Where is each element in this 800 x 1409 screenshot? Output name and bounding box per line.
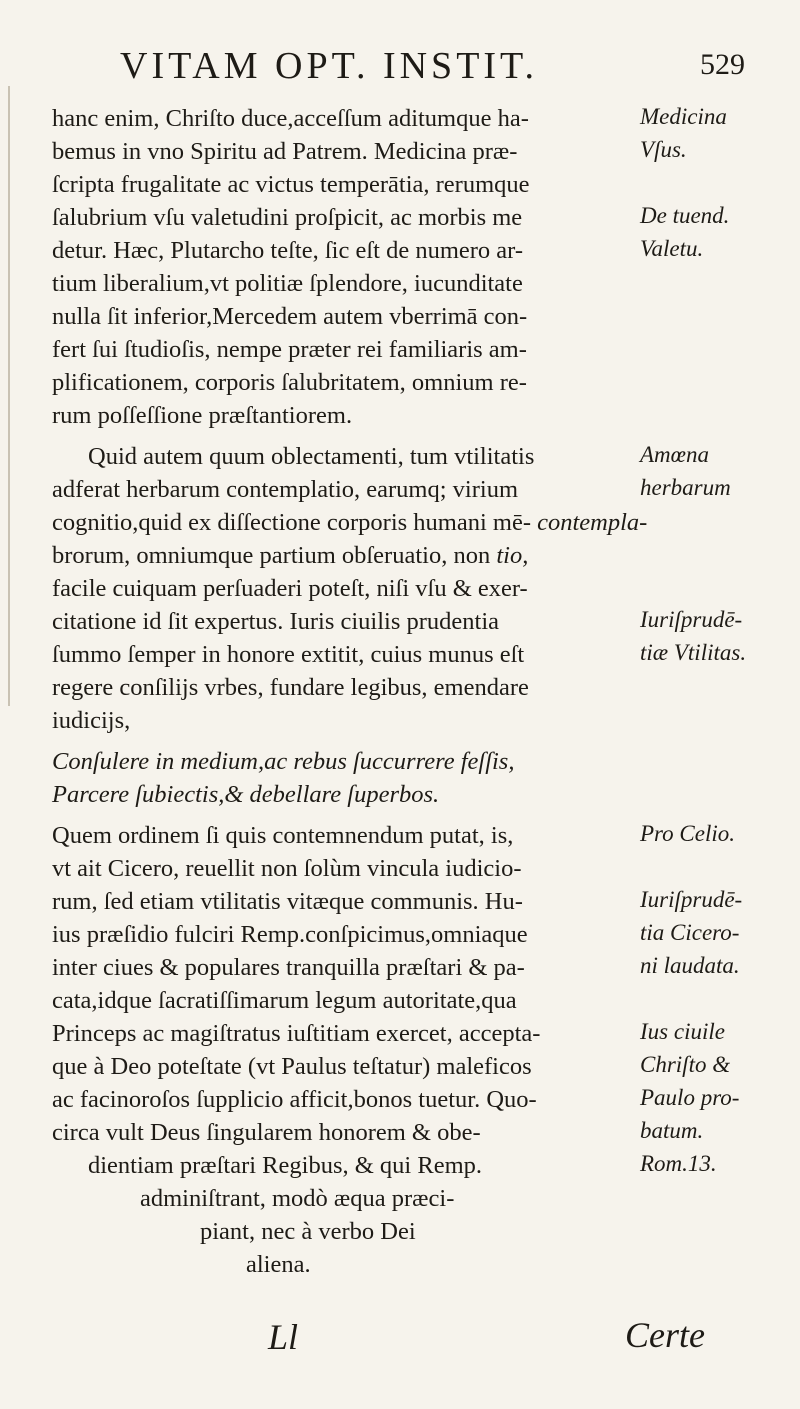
text-line: cata,idque ſacratiſſimarum legum autoritate,qua xyxy=(52,987,517,1014)
text-line: nulla ſit inferior,Mercedem autem vberrimā con- xyxy=(52,303,528,330)
margin-note: Pro Celio. xyxy=(640,821,735,846)
margin-note: De tuend. xyxy=(640,203,730,228)
text-line: Conſulere in medium,ac rebus ſuccurrere feſſis, xyxy=(52,748,515,775)
paragraph-gap xyxy=(52,811,632,819)
margin-note: ni laudata. xyxy=(640,953,740,978)
text-line: adferat herbarum contemplatio, earumq; virium xyxy=(52,476,519,503)
margin-note: Medicina xyxy=(640,104,727,129)
paragraph-gap xyxy=(52,432,632,440)
text-line: ſalubrium vſu valetudini proſpicit, ac morbis me xyxy=(52,204,523,231)
text-line: facile cuiquam perſuaderi poteſt, niſi vſu & exer- xyxy=(52,575,528,602)
text-line: detur. Hæc, Plutarcho teſte, ſic eſt de numero ar- xyxy=(52,237,523,264)
text-line: Quid autem quum oblectamenti, tum vtilitatis xyxy=(88,443,535,470)
margin-note: Iuriſprudē- xyxy=(640,607,743,632)
text-line: cognitio,quid ex diſſectione corporis humani mē- contempla- xyxy=(52,509,648,536)
marginal-word: contempla- xyxy=(531,509,648,536)
text-line: dientiam præſtari Regibus, & qui Remp. xyxy=(88,1152,482,1179)
page-edge-shadow xyxy=(8,86,10,706)
margin-note: Paulo pro- xyxy=(640,1085,740,1110)
margin-note: tia Cicero- xyxy=(640,920,740,945)
text-line: plificationem, corporis ſalubritatem, omnium re- xyxy=(52,369,527,396)
text-line: vt ait Cicero, reuellit non ſolùm vincula iudicio- xyxy=(52,855,522,882)
margin-note: Iuriſprudē- xyxy=(640,887,743,912)
text-line: ſummo ſemper in honore extitit, cuius munus eſt xyxy=(52,641,525,668)
catchword: Certe xyxy=(625,1315,705,1355)
margin-note: batum. xyxy=(640,1118,704,1143)
margin-note: Valetu. xyxy=(640,236,704,261)
page-number: 529 xyxy=(700,48,745,81)
text-line: hanc enim, Chriſto duce,acceſſum aditumque ha- xyxy=(52,105,529,132)
text-line: bemus in vno Spiritu ad Patrem. Medicina præ- xyxy=(52,138,518,165)
text-line: Parcere ſubiectis,& debellare ſuperbos. xyxy=(52,781,440,808)
text-line: tium liberalium,vt politiæ ſplendore, iucunditate xyxy=(52,270,523,297)
text-line: Princeps ac magiſtratus iuſtitiam exercet, accepta- xyxy=(52,1020,541,1047)
text-line: regere conſilijs vrbes, fundare legibus, emendare xyxy=(52,674,529,701)
text-line: citatione id ſit expertus. Iuris ciuilis prudentia xyxy=(52,608,500,635)
margin-note: Ius ciuile xyxy=(640,1019,725,1044)
text-line: fert ſui ſtudioſis, nempe præter rei familiaris am- xyxy=(52,336,527,363)
text-line: circa vult Deus ſingularem honorem & obe- xyxy=(52,1119,481,1146)
text-line: Quem ordinem ſi quis contemnendum putat, is, xyxy=(52,822,514,849)
main-text-column xyxy=(52,102,648,1281)
text-line: rum, ſed etiam vtilitatis vitæque communis. Hu- xyxy=(52,888,523,915)
text-line: brorum, omniumque partium obſeruatio, non tio, xyxy=(52,542,529,569)
page-header xyxy=(0,36,800,96)
text-line: rum poſſeſſione præſtantiorem. xyxy=(52,402,353,429)
text-line: piant, nec à verbo Dei xyxy=(200,1218,416,1245)
text-line: ius præſidio fulciri Remp.conſpicimus,omniaque xyxy=(52,921,528,948)
text-line: adminiſtrant, modò æqua præci- xyxy=(140,1185,455,1212)
margin-note: herbarum xyxy=(640,475,731,500)
text-line: inter ciues & populares tranquilla præſtari & pa- xyxy=(52,954,525,981)
signature-mark: Ll xyxy=(268,1317,299,1357)
margin-note: tiæ Vtilitas. xyxy=(640,640,747,665)
text-line: iudicijs, xyxy=(52,707,131,734)
text-line: que à Deo poteſtate (vt Paulus teſtatur) maleficos xyxy=(52,1053,532,1080)
text-line: ac facinoroſos ſupplicio afficit,bonos tuetur. Quo- xyxy=(52,1086,537,1113)
margin-note: Rom.13. xyxy=(640,1151,717,1176)
text-line: ſcripta frugalitate ac victus temperātia, rerumque xyxy=(52,171,530,198)
marginal-word: tio, xyxy=(490,542,529,569)
margin-note: Vſus. xyxy=(640,137,687,162)
text-line: aliena. xyxy=(246,1251,311,1278)
running-title: VITAM OPT. INSTIT. xyxy=(120,45,538,87)
margin-note: Amœna xyxy=(640,442,709,467)
paragraph-gap xyxy=(52,737,632,745)
margin-note: Chriſto & xyxy=(640,1052,731,1077)
